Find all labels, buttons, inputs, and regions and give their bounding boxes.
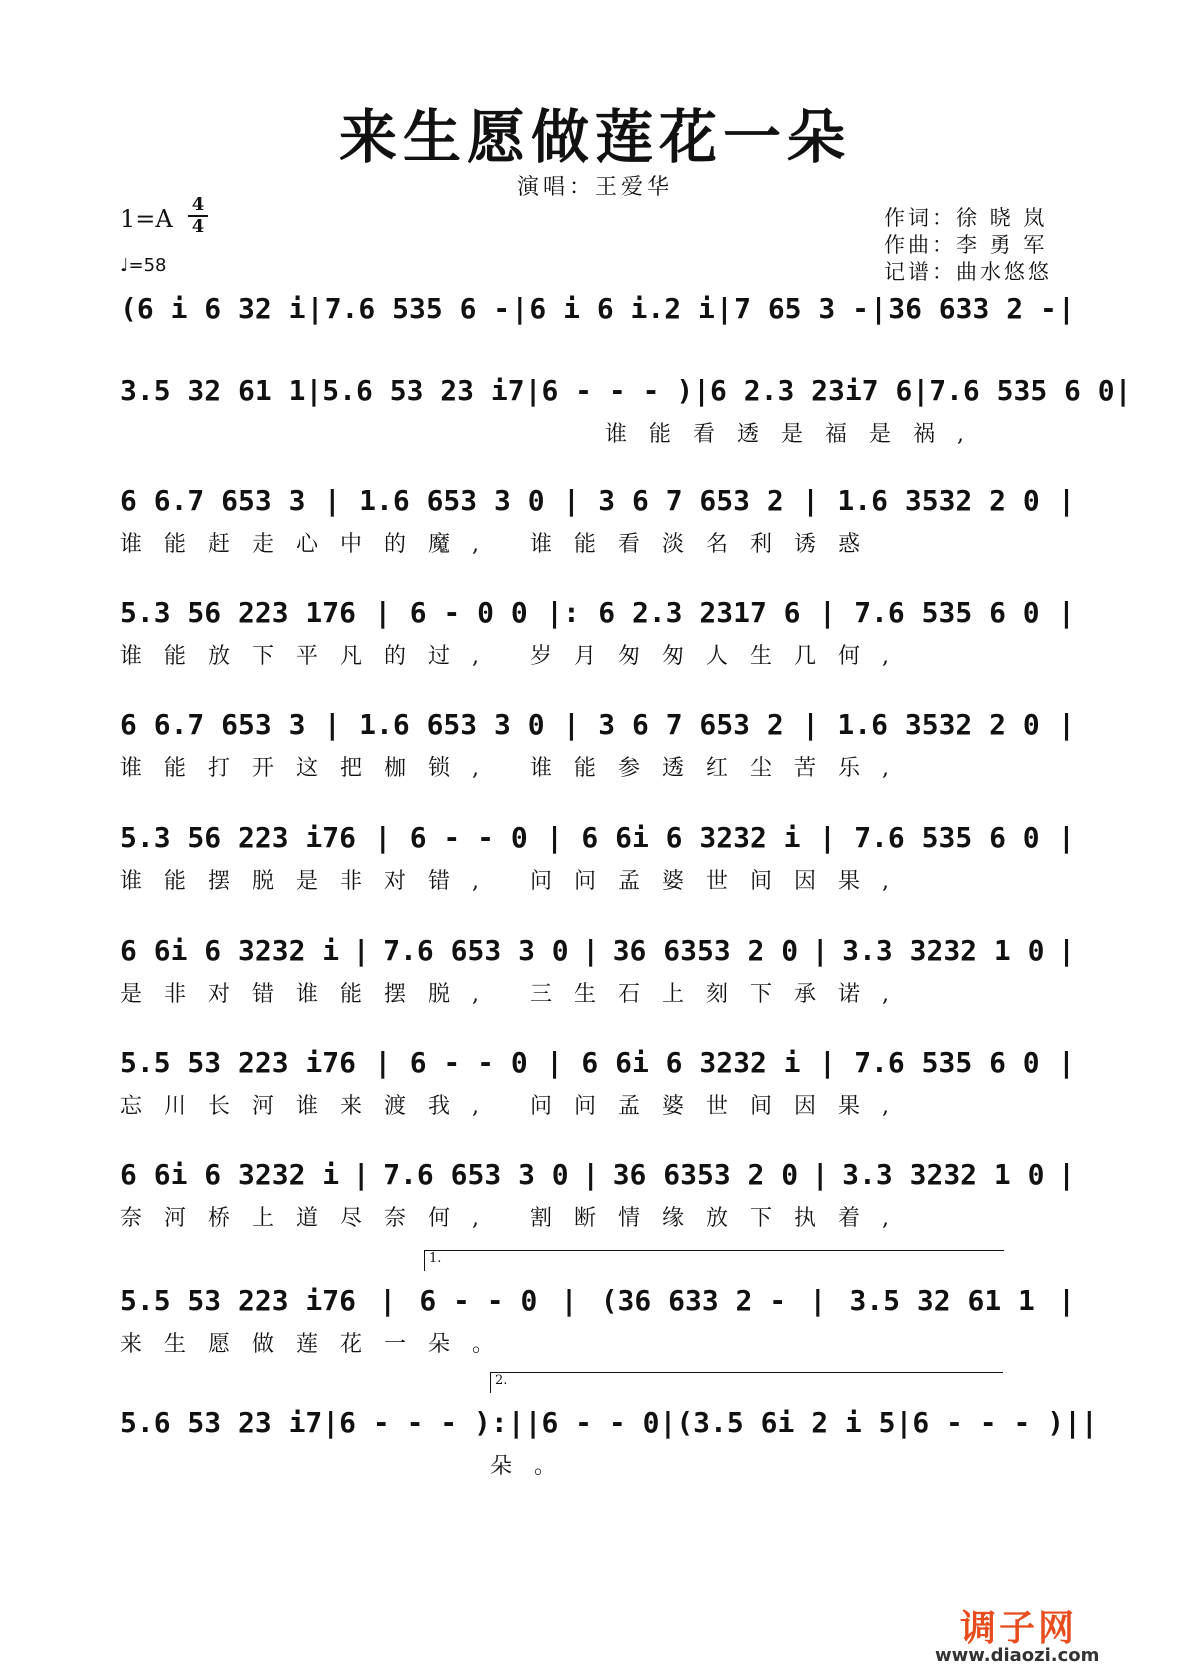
measure: 6 - - - ) <box>541 373 694 407</box>
bar-line: | <box>560 1283 578 1317</box>
lyric-line <box>120 863 1075 895</box>
measure: 36 633 2 - <box>888 291 1057 325</box>
bar-line: | <box>818 1045 836 1079</box>
bar-line: | <box>546 1045 563 1079</box>
volta-1-bracket <box>424 1250 1004 1271</box>
measure: 1.6 653 3 0 <box>359 707 545 741</box>
bar-line: | <box>895 1405 913 1439</box>
measure: 5.5 53 223 i76 <box>120 1283 357 1317</box>
lyric-line <box>120 1088 1075 1120</box>
measure: 6 - - - ) <box>912 1405 1065 1439</box>
lyric-line <box>120 638 1075 670</box>
bar-line: | <box>323 707 341 741</box>
bar-line: | <box>1058 933 1075 967</box>
bar-line: | <box>1058 1283 1075 1317</box>
lyric-line <box>490 1448 690 1480</box>
lyric-text: 谁能放下平凡的过, 岁月匆匆人生几何, <box>120 643 911 669</box>
measure: 6 - - 0 <box>541 1405 660 1439</box>
bar-line: | <box>870 291 888 325</box>
credits-block <box>884 205 1052 286</box>
measure: 6 - 0 0 <box>409 595 528 629</box>
measure: 6 6.7 653 3 <box>120 483 306 517</box>
bar-line: | <box>306 291 324 325</box>
measure: 1.6 3532 2 0 <box>837 483 1040 517</box>
bar-line: | <box>659 1405 677 1439</box>
lyric-text: 谁能赶走心中的魔, 谁能看淡名利诱惑 <box>120 531 882 557</box>
measure: (3.5 6i 2 i 5 <box>676 1405 896 1439</box>
bar-line: | <box>1058 1157 1075 1191</box>
lyric-text: 来生愿做莲花一朵。 <box>120 1331 517 1357</box>
bar-line: | <box>1058 483 1075 517</box>
bar-line: | <box>582 933 600 967</box>
measure: 5.5 53 223 i76 <box>120 1045 357 1079</box>
lyric-text: 忘川长河谁来渡我, 问问孟婆世间因果, <box>120 1093 911 1119</box>
measure: 6 i 6 i.2 i <box>529 291 715 325</box>
notes-line <box>120 478 1075 522</box>
watermark-url: www.diaozi.com <box>935 1645 1100 1666</box>
bar-line: | <box>809 1283 827 1317</box>
volta-2-bracket <box>490 1372 1003 1393</box>
volta-1-label: 1. <box>429 1251 442 1266</box>
time-signature-top: 4 <box>191 194 205 215</box>
bar-line: | <box>912 373 930 407</box>
measure: 5.3 56 223 176 <box>120 595 357 629</box>
volta-2-label: 2. <box>495 1373 508 1388</box>
composer-credit: 作曲：李 勇 军 <box>884 233 1048 257</box>
transcriber-credit: 记谱：曲水悠悠 <box>884 260 1052 284</box>
measure: 6 2.3 2317 6 <box>598 595 801 629</box>
bar-line: | <box>802 707 819 741</box>
score-row <box>120 1040 1075 1084</box>
measure: (6 i 6 32 i <box>120 291 306 325</box>
bar-line: | <box>1058 595 1075 629</box>
bar-line: | <box>374 820 392 854</box>
bar-line: | <box>563 483 580 517</box>
measure: 6 6i 6 3232 i <box>120 1157 340 1191</box>
measure: 7.6 535 6 - <box>324 291 511 325</box>
bar-line: | <box>1058 707 1075 741</box>
bar-line: | <box>1058 1045 1075 1079</box>
measure: 7.6 535 6 0 <box>929 373 1115 407</box>
score-row <box>120 702 1075 746</box>
lyric-text: 是非对错谁能摆脱, 三生石上刻下承诺, <box>120 981 911 1007</box>
measure: (36 633 2 - <box>600 1283 787 1317</box>
bar-line: | <box>811 933 829 967</box>
time-signature <box>188 196 208 236</box>
notes-line <box>120 590 1075 634</box>
measure: 7.6 535 6 0 <box>854 820 1040 854</box>
bar-line: | <box>563 707 580 741</box>
bar-line: | <box>546 820 563 854</box>
bar-line: | <box>352 933 370 967</box>
bar-line: | <box>1114 373 1132 407</box>
score-row <box>120 1400 1098 1444</box>
measure: 36 6353 2 0 <box>612 933 799 967</box>
score-row <box>120 1278 1075 1322</box>
measure: 3.3 3232 1 0 <box>842 1157 1045 1191</box>
score-row <box>120 286 1075 330</box>
bar-line: | <box>305 373 323 407</box>
score-row <box>120 478 1075 522</box>
key-signature: 1=A <box>120 205 173 233</box>
notes-line <box>120 928 1075 972</box>
lyric-text: 朵。 <box>490 1453 579 1479</box>
page-title: 来生愿做莲花一朵 <box>338 103 851 171</box>
measure: 7.6 535 6 0 <box>854 1045 1040 1079</box>
notes-line <box>120 286 1075 330</box>
score-row <box>120 590 1075 634</box>
notes-line <box>120 815 1075 859</box>
score-row <box>120 928 1075 972</box>
measure: 5.3 56 223 i76 <box>120 820 357 854</box>
bar-line: | <box>811 1157 829 1191</box>
measure: 6 2.3 23i7 6 <box>710 373 913 407</box>
notes-line <box>120 1040 1075 1084</box>
watermark-logo: 调子网 <box>960 1608 1078 1649</box>
bar-line: | <box>374 595 392 629</box>
measure: 7.6 653 3 0 <box>383 933 569 967</box>
measure: 3 6 7 653 2 <box>598 707 784 741</box>
bar-line: || <box>1064 1405 1098 1439</box>
bar-line: | <box>693 373 711 407</box>
bar-line: | <box>511 291 529 325</box>
bar-line: | <box>352 1157 370 1191</box>
bar-line: | <box>802 483 819 517</box>
measure: 3.3 3232 1 0 <box>842 933 1045 967</box>
bar-line: | <box>716 291 733 325</box>
lyric-line <box>605 416 1000 448</box>
measure: 7 65 3 - <box>734 291 869 325</box>
notes-line <box>120 1152 1075 1196</box>
measure: 7.6 653 3 0 <box>383 1157 569 1191</box>
bar-line: | <box>1058 820 1075 854</box>
lyric-line <box>120 750 1075 782</box>
bar-line: | <box>374 1045 392 1079</box>
measure: 1.6 3532 2 0 <box>837 707 1040 741</box>
bar-line: || <box>507 1405 542 1439</box>
tempo-marking: ♩=58 <box>120 255 167 276</box>
lyric-text: 奈河桥上道尽奈何, 割断情缘放下执着, <box>120 1205 911 1231</box>
score-row <box>120 368 1132 412</box>
bar-line: | <box>582 1157 600 1191</box>
measure: 1.6 653 3 0 <box>359 483 545 517</box>
measure: 5.6 53 23 i7 <box>120 1405 323 1439</box>
bar-line: | <box>818 820 836 854</box>
notes-line <box>120 368 1132 412</box>
bar-line: | <box>1058 291 1075 325</box>
score-row <box>120 1152 1075 1196</box>
lyric-line <box>120 1200 1075 1232</box>
measure: 3.5 32 61 1 <box>120 373 306 407</box>
notes-line <box>120 1278 1075 1322</box>
singer-credit: 演唱：王爱华 <box>516 175 673 200</box>
score-row <box>120 815 1075 859</box>
time-signature-bottom: 4 <box>191 216 205 237</box>
lyricist-credit: 作词：徐 晓 岚 <box>884 206 1048 230</box>
measure: 7.6 535 6 0 <box>854 595 1040 629</box>
lyric-line <box>120 526 1075 558</box>
notes-line <box>120 702 1075 746</box>
measure: 6 - - - ): <box>339 1405 508 1439</box>
measure: 6 - - 0 <box>419 1283 538 1317</box>
lyric-line <box>120 976 1075 1008</box>
measure: 6 - - 0 <box>409 1045 528 1079</box>
notes-line <box>120 1400 1098 1444</box>
measure: 6 6.7 653 3 <box>120 707 306 741</box>
measure: 3.5 32 61 1 <box>849 1283 1035 1317</box>
bar-line: | <box>524 373 542 407</box>
bar-line: | <box>322 1405 340 1439</box>
measure: 5.6 53 23 i7 <box>322 373 525 407</box>
lyric-text: 谁能看透是福是祸, <box>605 421 986 447</box>
bar-line: | <box>379 1283 397 1317</box>
measure: 6 6i 6 3232 i <box>581 820 801 854</box>
measure: 36 6353 2 0 <box>612 1157 799 1191</box>
bar-line: | <box>323 483 341 517</box>
bar-line: | <box>818 595 836 629</box>
bar-line: |: <box>546 595 580 629</box>
lyric-text: 谁能打开这把枷锁, 谁能参透红尘苦乐, <box>120 755 911 781</box>
measure: 6 6i 6 3232 i <box>581 1045 801 1079</box>
lyric-text: 谁能摆脱是非对错, 问问孟婆世间因果, <box>120 868 911 894</box>
measure: 6 6i 6 3232 i <box>120 933 340 967</box>
measure: 3 6 7 653 2 <box>598 483 784 517</box>
measure: 6 - - 0 <box>409 820 528 854</box>
lyric-line <box>120 1326 1075 1358</box>
